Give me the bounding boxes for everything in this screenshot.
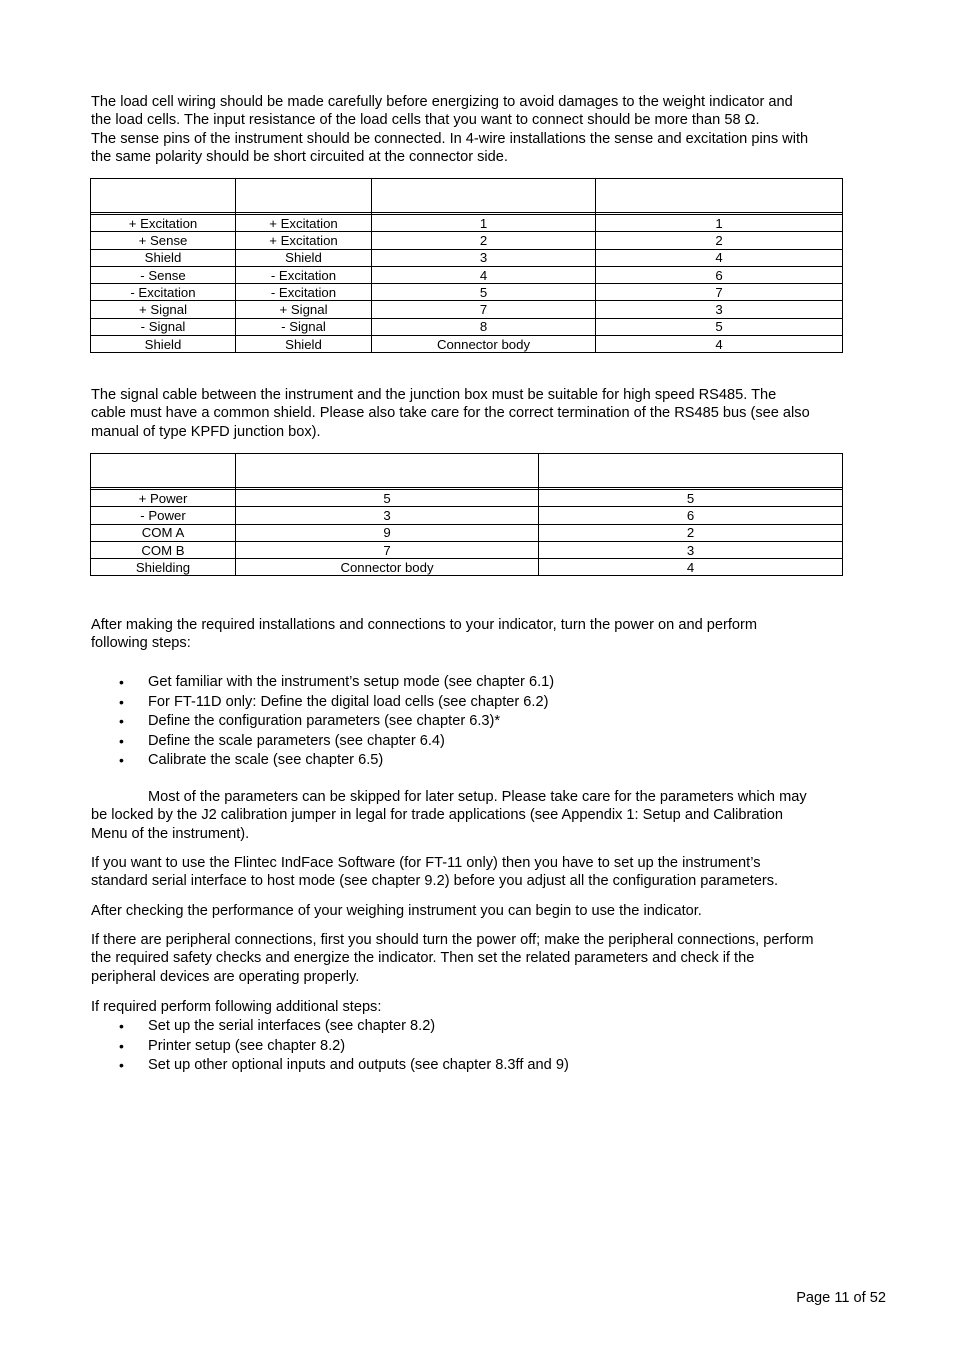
table-cell: 7 — [236, 541, 539, 558]
intro-line: The load cell wiring should be made carefully before energizing to avoid damages to the weight indicator and — [91, 94, 793, 110]
table-cell: 6 — [596, 266, 843, 283]
table-cell: 4 — [596, 336, 843, 353]
additional-intro: If required perform following additional steps: — [91, 999, 382, 1015]
table-cell: Shield — [236, 336, 372, 353]
table-cell: Connector body — [236, 559, 539, 576]
signal-cable-line: The signal cable between the instrument and the junction box must be suitable for high speed RS485. The — [91, 387, 777, 403]
table-cell: 3 — [596, 301, 843, 318]
list-item-text: Set up other optional inputs and outputs (see chapter 8.3ff and 9) — [148, 1057, 569, 1073]
bullet-icon: • — [119, 1037, 124, 1054]
bullet-icon: • — [119, 674, 124, 690]
bullet-icon: • — [119, 1018, 124, 1034]
table-row — [91, 490, 843, 507]
indface-line: standard serial interface to host mode (see chapter 9.2) before you adjust all the configuration parameters. — [91, 873, 779, 890]
bullet-icon: • — [119, 1057, 124, 1073]
list-item — [91, 732, 891, 752]
table-row — [91, 336, 843, 353]
table-cell: Shielding — [91, 559, 236, 576]
indface-line: If you want to use the Flintec IndFace Software (for FT-11 only) then you have to set up the instrument’s — [91, 855, 761, 871]
note-line: Menu of the instrument). — [91, 825, 250, 842]
list-item-text: Get familiar with the instrument’s setup mode (see chapter 6.1) — [148, 674, 555, 690]
table-cell: 3 — [539, 541, 843, 558]
header-cell — [539, 454, 843, 488]
table-cell: + Excitation — [91, 215, 236, 232]
list-item-text: For FT-11D only: Define the digital load cells (see chapter 6.2) — [148, 693, 549, 710]
table-row — [91, 215, 843, 232]
table-cell: 5 — [236, 490, 539, 507]
bullet-icon: • — [119, 713, 124, 729]
table-cell: 7 — [372, 301, 596, 318]
list-item — [91, 712, 891, 732]
table-cell: + Excitation — [236, 215, 372, 232]
list-item — [91, 1037, 891, 1057]
table-row — [91, 301, 843, 318]
table-cell: 8 — [372, 318, 596, 335]
table-cell: - Signal — [91, 318, 236, 335]
table-cell: 2 — [372, 232, 596, 249]
list-item-text: Define the scale parameters (see chapter 6.4) — [148, 732, 445, 749]
table-cell: + Sense — [91, 232, 236, 249]
table-cell: 5 — [539, 490, 843, 507]
table-cell: 3 — [236, 507, 539, 524]
table-row — [91, 232, 843, 249]
table-cell: 3 — [372, 249, 596, 266]
intro-paragraph — [91, 93, 891, 167]
table-cell: - Excitation — [236, 284, 372, 301]
signal-cable-paragraph — [91, 386, 891, 441]
table-cell: COM B — [91, 541, 236, 558]
table-cell: - Excitation — [91, 284, 236, 301]
header-cell — [236, 179, 372, 213]
note-line: Most of the parameters can be skipped for later setup. Please take care for the parameters which may — [148, 789, 807, 805]
table-cell: + Signal — [236, 301, 372, 318]
list-item-text: Define the configuration parameters (see chapter 6.3)* — [148, 713, 501, 729]
page-number: Page 11 of 52 — [796, 1290, 886, 1306]
table-row — [91, 284, 843, 301]
intro-line: The sense pins of the instrument should be connected. In 4-wire installations the sense and excitation pins with — [91, 130, 809, 147]
table-cell: 5 — [596, 318, 843, 335]
intro-line: the load cells. The input resistance of the load cells that you want to connect should be more than 58 Ω. — [91, 112, 760, 129]
after-paragraph — [91, 616, 891, 653]
table-header-row — [91, 179, 843, 213]
list-item — [91, 1017, 891, 1037]
table-cell: + Signal — [91, 301, 236, 318]
list-item-text: Printer setup (see chapter 8.2) — [148, 1037, 346, 1054]
additional-steps-list — [91, 1017, 891, 1076]
table-cell: 2 — [596, 232, 843, 249]
peripheral-paragraph — [91, 931, 891, 986]
table-cell: 2 — [539, 524, 843, 541]
signal-cable-line: manual of type KPFD junction box). — [91, 423, 321, 440]
header-cell — [236, 454, 539, 488]
header-cell — [372, 179, 596, 213]
bullet-icon: • — [119, 693, 124, 710]
indface-paragraph — [91, 854, 891, 891]
table-cell: + Excitation — [236, 232, 372, 249]
table-cell: Shield — [91, 336, 236, 353]
table-cell: 4 — [596, 249, 843, 266]
peripheral-line: If there are peripheral connections, first you should turn the power off; make the peripheral connections, perform — [91, 932, 814, 948]
table-row — [91, 266, 843, 283]
table-cell: - Sense — [91, 266, 236, 283]
table-row — [91, 559, 843, 576]
signal-cable-line: cable must have a common shield. Please also take care for the correct termination of the RS485 bus (see also — [91, 405, 810, 422]
note-paragraph — [91, 788, 891, 843]
setup-steps-list — [91, 673, 891, 771]
table-cell: Shield — [236, 249, 372, 266]
table-cell: 9 — [236, 524, 539, 541]
table-cell: 4 — [372, 266, 596, 283]
list-item — [91, 693, 891, 713]
table-cell: - Power — [91, 507, 236, 524]
table-cell: 6 — [539, 507, 843, 524]
header-cell — [91, 179, 236, 213]
load-cell-wiring-table — [90, 178, 843, 353]
table-cell: Connector body — [372, 336, 596, 353]
table-cell: 7 — [596, 284, 843, 301]
header-cell — [91, 454, 236, 488]
peripheral-line: the required safety checks and energize the indicator. Then set the related parameters and check if the — [91, 950, 755, 967]
signal-cable-table — [90, 453, 843, 576]
table-row — [91, 249, 843, 266]
list-item — [91, 751, 891, 771]
table-cell: 1 — [596, 215, 843, 232]
after-line: After making the required installations and connections to your indicator, turn the power on and perform — [91, 617, 758, 633]
bullet-icon: • — [119, 732, 124, 749]
note-line: be locked by the J2 calibration jumper in legal for trade applications (see Appendix 1: Setup and Calibration — [91, 807, 784, 824]
table-header-row — [91, 454, 843, 488]
table-cell: Shield — [91, 249, 236, 266]
header-cell — [596, 179, 843, 213]
table-cell: COM A — [91, 524, 236, 541]
list-item-text: Set up the serial interfaces (see chapter 8.2) — [148, 1018, 436, 1034]
peripheral-line: peripheral devices are operating properly. — [91, 968, 360, 985]
intro-line: the same polarity should be short circuited at the connector side. — [91, 149, 508, 166]
table-cell: 5 — [372, 284, 596, 301]
table-row — [91, 524, 843, 541]
checking-paragraph: After checking the performance of your weighing instrument you can begin to use the indicator. — [91, 903, 702, 919]
list-item — [91, 673, 891, 693]
after-line: following steps: — [91, 635, 191, 652]
table-cell: - Excitation — [236, 266, 372, 283]
list-item-text: Calibrate the scale (see chapter 6.5) — [148, 752, 384, 768]
list-item — [91, 1056, 891, 1076]
table-cell: - Signal — [236, 318, 372, 335]
table-cell: 1 — [372, 215, 596, 232]
table-cell: + Power — [91, 490, 236, 507]
table-row — [91, 541, 843, 558]
table-cell: 4 — [539, 559, 843, 576]
table-row — [91, 507, 843, 524]
bullet-icon: • — [119, 752, 124, 768]
table-row — [91, 318, 843, 335]
